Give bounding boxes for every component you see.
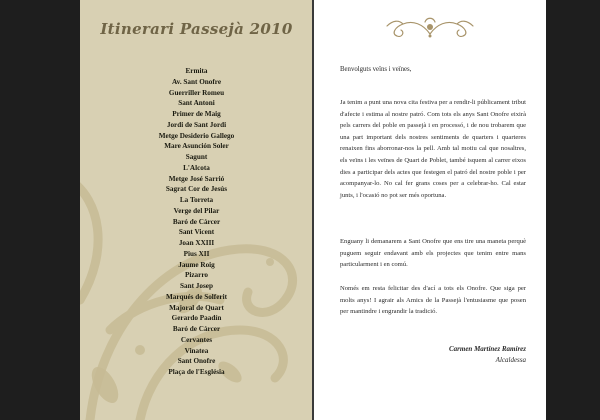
route-street-item: Majoral de Quart: [169, 303, 224, 312]
itinerary-title: Itinerari Passejà 2010: [100, 20, 293, 38]
letter-paragraph-3: Només em resta felicitar des d'ací a tots els Onofre. Que siga per molts anys! I agrair als Amics de la Passejà l'entusiasme que posen per mantindre i engrandir la tradició.: [340, 285, 526, 316]
route-street-item: Ermita: [185, 67, 208, 75]
route-street-item: Primer de Maig: [172, 110, 221, 118]
route-street-item: Sagrat Cor de Jesús: [165, 185, 228, 194]
route-street-item: Metge José Sarrió: [168, 174, 225, 183]
route-street-item: Vinatea: [184, 346, 209, 355]
route-street-item: Plaça de l'Església: [168, 368, 225, 376]
route-street-item: Verge del Pilar: [173, 206, 220, 215]
route-street-item: Mare Asunción Soler: [164, 142, 229, 151]
route-street-item: Marqués de Solferit: [166, 292, 227, 301]
right-page: [314, 0, 546, 420]
route-street-item: Sagunt: [185, 153, 208, 161]
route-street-item: Pizarro: [184, 271, 208, 280]
signature-name: Carmen Martínez Ramírez: [448, 345, 526, 353]
route-street-item: Guerriller Romeu: [168, 88, 225, 97]
route-street-item: Baró de Càrcer: [172, 325, 221, 333]
signature-role: Alcaldessa: [495, 356, 526, 364]
route-street-item: Sant Onofre: [177, 357, 216, 366]
letter-paragraph-2: Enguany li demanarem a Sant Onofre que ens tire una maneta perquè puguem seguir endavant amb els projectes que tenim entre mans particularment i en comú.: [340, 238, 526, 269]
route-street-item: L'Alcota: [183, 163, 210, 172]
left-page: [80, 0, 313, 420]
signature-block: [340, 344, 526, 366]
route-street-item: Cervantes: [180, 335, 213, 344]
route-street-item: Pius XII: [183, 249, 210, 258]
route-street-item: Jordi de Sant Jordi: [166, 120, 227, 129]
route-street-item: La Torreta: [179, 196, 214, 204]
ornament-flourish-icon: [385, 14, 475, 40]
route-street-item: Sant Josep: [180, 282, 213, 290]
route-street-list: [80, 66, 313, 378]
route-street-item: Sant Vicent: [178, 228, 215, 237]
route-street-item: Gerardo Paadín: [171, 314, 222, 323]
route-street-item: Metge Desiderio Gallego: [158, 131, 235, 140]
letter-greeting: Benvolguts veïns i veïnes,: [340, 66, 412, 73]
route-street-item: Joan XXIII: [178, 239, 215, 247]
route-street-item: Jaume Roig: [178, 260, 215, 269]
route-street-item: Sant Antoni: [178, 99, 215, 108]
letter-paragraph-1: Ja tenim a punt una nova cita festiva per a rendir-li públicament tribut d'afecte i estima al nostre patró. Com tots els anys Sant Onofre eixirà pels carrers del poble en passejà i en processó, i de nou trobarem que una part important dels nostres sentiments de quarters i quarteres renaixen fins aborronar-nos la pell. Amb tal motiu cal que nosaltres, els veïns i les veïnes de Quart de Poblet, també isquem al carrer eixos dies a participar dels actes que festegen el patró del nostre poble i per acompanyar-lo. No cal fer grans coses per a celebrar-ho. Cal estar junts, i l'ocasió no pot ser més oportuna.: [340, 99, 526, 199]
route-street-item: Av. Sant Onofre: [171, 77, 222, 86]
route-street-item: Baró de Càrcer: [172, 217, 221, 226]
